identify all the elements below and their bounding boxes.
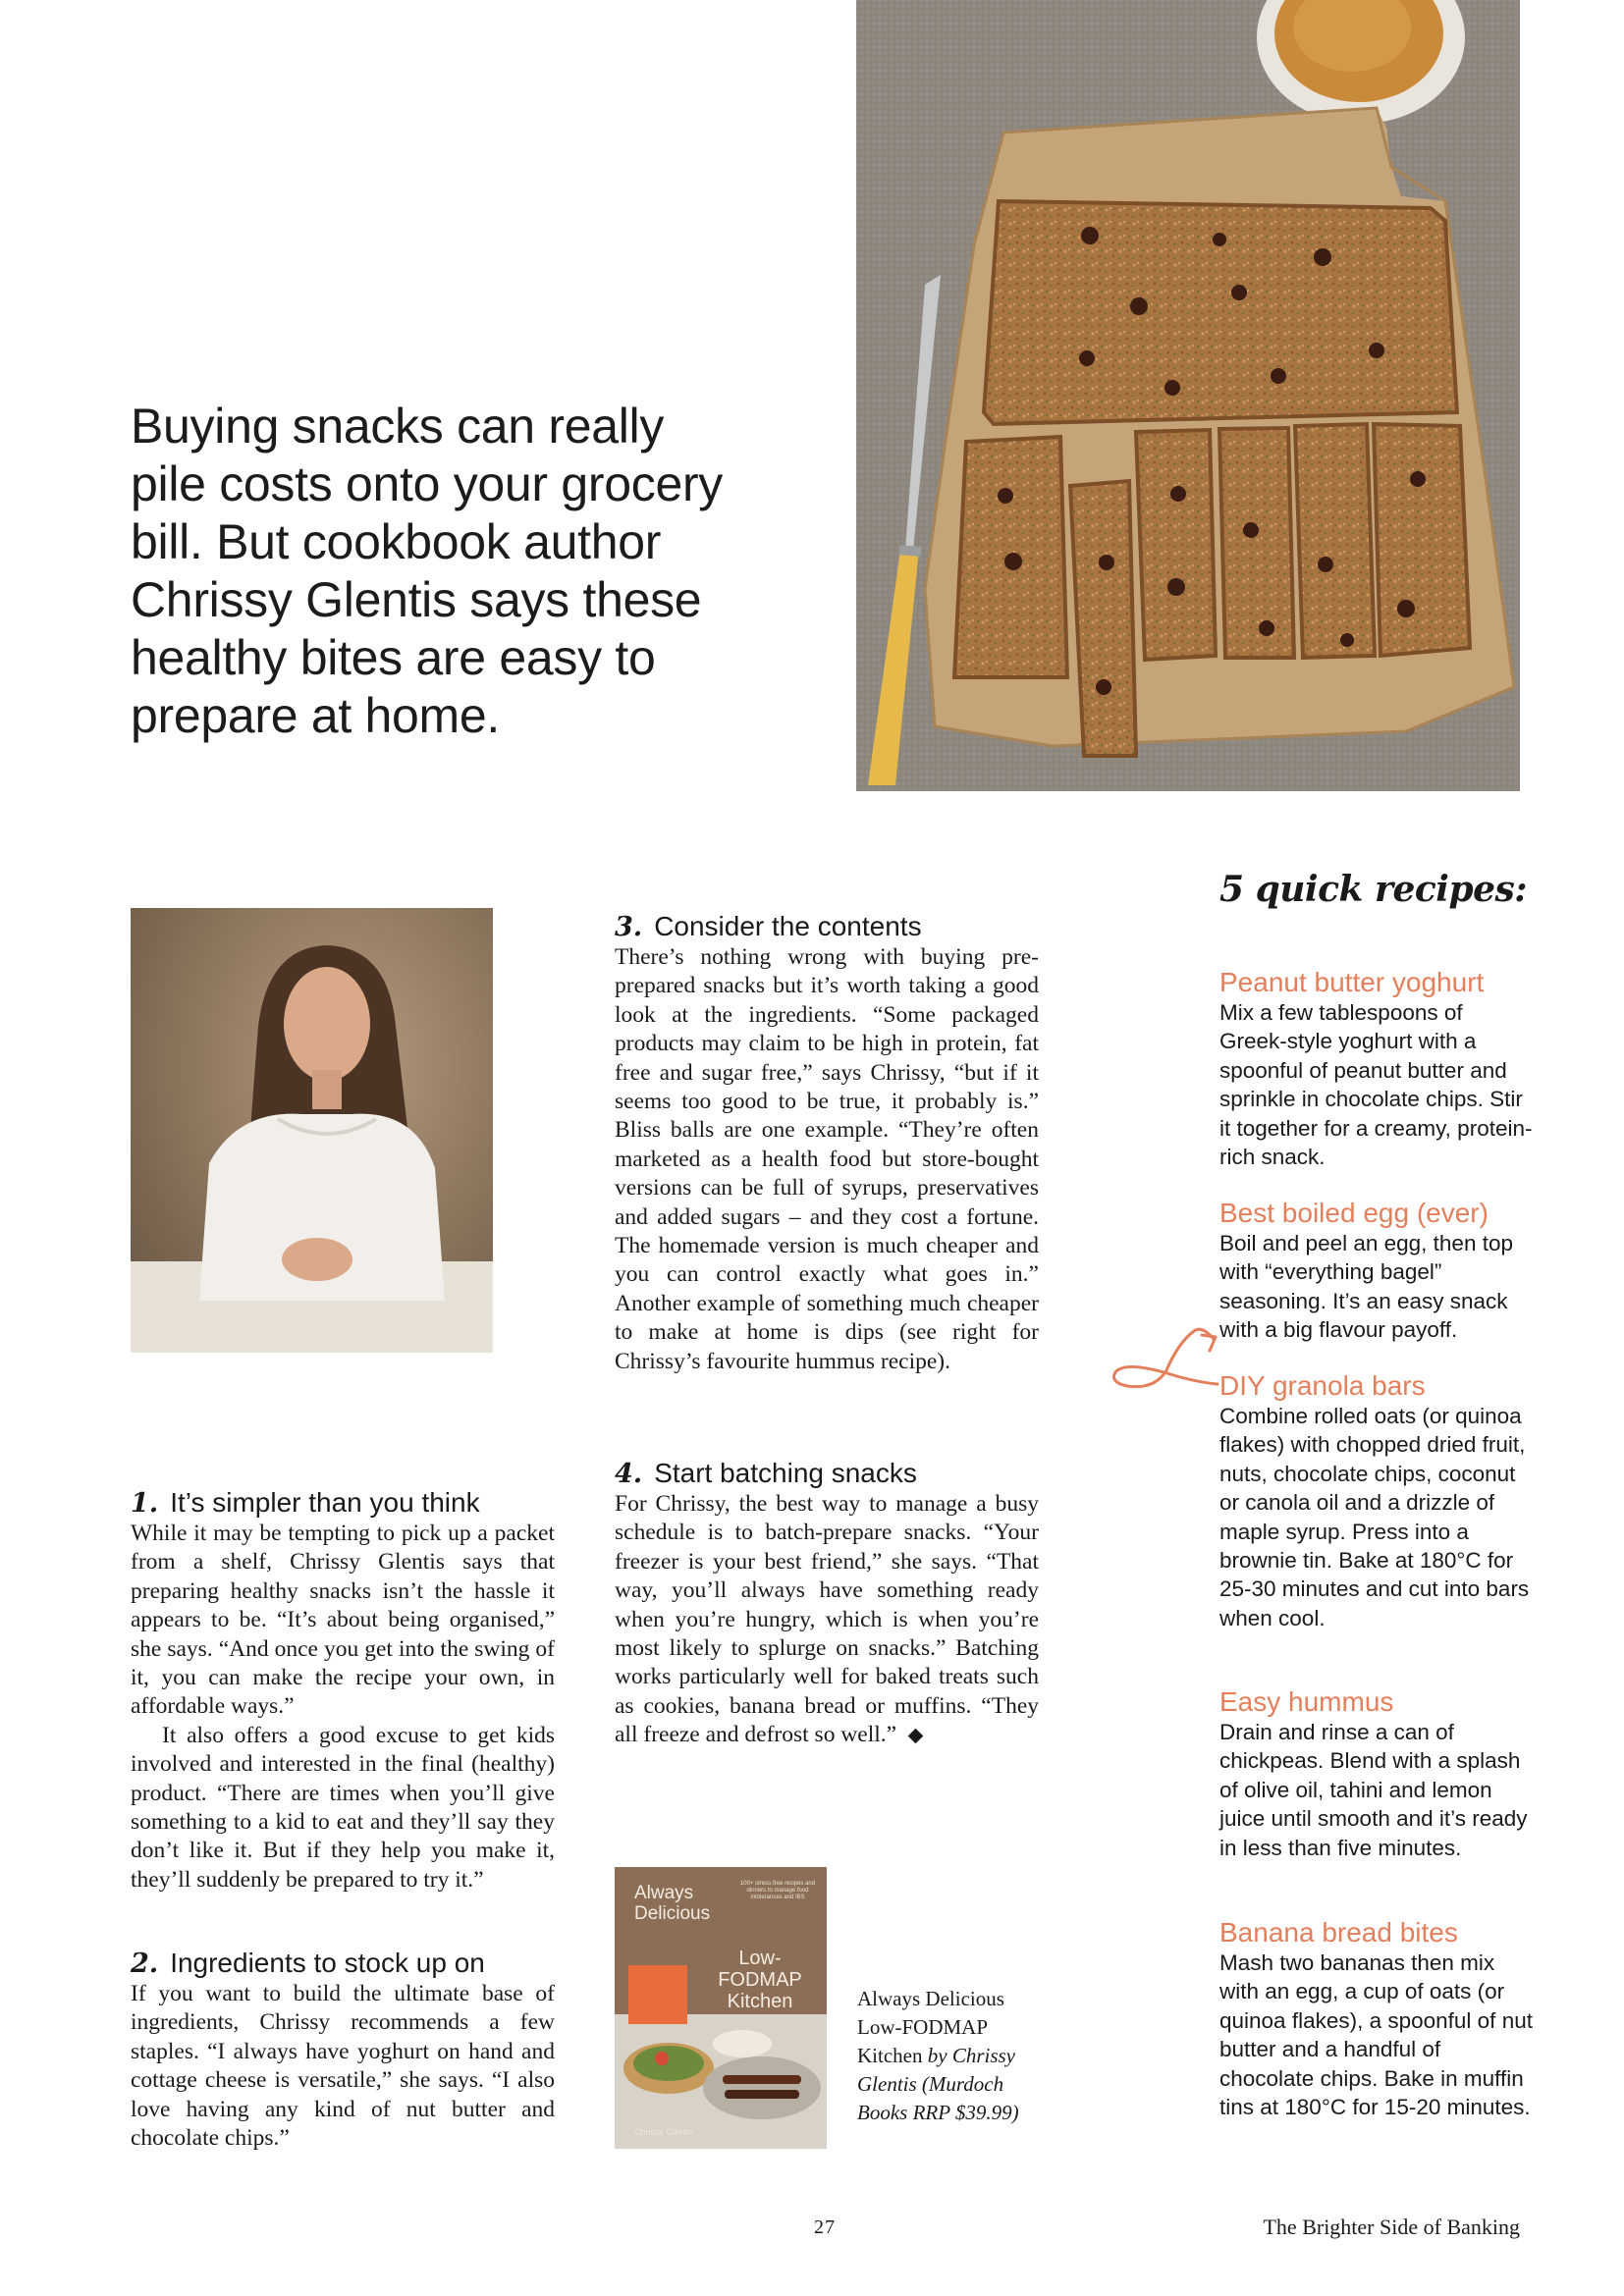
book-cover-subtitle: Low-FODMAP Kitchen	[718, 1948, 802, 2012]
recipe-name: Easy hummus	[1219, 1686, 1394, 1717]
footer-brand: The Brighter Side of Banking	[1263, 2215, 1520, 2239]
section-4-title: Start batching snacks	[654, 1458, 917, 1488]
recipe-name: Best boiled egg (ever)	[1219, 1198, 1489, 1228]
recipe-name: DIY granola bars	[1219, 1370, 1426, 1401]
book-caption-title: Always Delicious Low-FODMAP Kitchen	[857, 1987, 1004, 2067]
section-4-number: 4.	[615, 1459, 643, 1489]
book-caption-by: by	[927, 2044, 947, 2067]
section-3-number: 3.	[615, 912, 643, 942]
section-2-heading	[131, 1948, 555, 1980]
recipe-text: Mix a few tablespoons of Greek-style yoghurt with a spoonful of peanut butter and sprinkle in chocolate chips. Stir it together for a creamy, protein-rich snack.	[1219, 1000, 1533, 1170]
section-3-paragraph: There’s nothing wrong with buying pre-prepared snacks but it’s worth taking a good look at the ingredients. “Some packaged products may claim to be high in protein, fat free and sugar free,” says Chrissy, “but if it seems too good to be true, it probably is.” Bliss balls are one example. “They’re often marketed as a health food but store-bought versions can be full of syrups, preservatives and added sugars – and they cost a fortune. The homemade version is much cheaper and you can control exactly what goes in.” Another example of something much cheaper to make at home is dips (see right for Chrissy’s favourite hummus recipe).	[615, 944, 1039, 1374]
recipe-banana-bread-bites	[1219, 1917, 1534, 2121]
recipe-name: Peanut butter yoghurt	[1219, 967, 1485, 997]
book-cover-tagline: 100+ stress-free recipes and dinners to manage food intolerances and IBS	[739, 1881, 816, 1900]
section-2	[131, 1948, 555, 2153]
hero-image	[856, 0, 1520, 791]
book-caption	[857, 1985, 1054, 2127]
section-2-paragraph: If you want to build the ultimate base of ingredients, Chrissy recommends a few staples. “I always have yoghurt on hand and cottage cheese is versatile,” she says. “I also love having any kind of nut butter and chocolate chips.”	[131, 1981, 555, 2152]
recipes-title: 5 quick recipes:	[1219, 869, 1528, 910]
page-number: 27	[814, 2216, 836, 2238]
section-1-paragraph: It also offers a good excuse to get kids involved and interested in the final (healthy) product. “There are times when you’ll give something to a kid to eat and they’ll say they don’t like it. But if they help you make it, they’ll suddenly be prepared to try it.”	[131, 1722, 555, 1893]
section-4	[615, 1458, 1039, 1750]
section-1-paragraph: While it may be tempting to pick up a packet from a shelf, Chrissy Glentis says that preparing healthy snacks isn’t the hassle it appears to be. “It’s about being organised,” she says. “And once you get into the swing of it, you can make the recipe your own, in affordable ways.”	[131, 1521, 555, 1720]
section-3	[615, 911, 1039, 1376]
recipe-diy-granola-bars	[1219, 1370, 1534, 1632]
recipe-text: Mash two bananas then mix with an egg, a cup of oats (or quinoa flakes), a spoonful of nut butter and a handful of chocolate chips. Bake in muffin tins at 180°C for 15-20 minutes.	[1219, 1950, 1533, 2120]
recipe-name: Banana bread bites	[1219, 1917, 1458, 1948]
section-2-number: 2.	[131, 1949, 159, 1979]
section-1-number: 1.	[131, 1488, 159, 1519]
section-3-heading	[615, 911, 1039, 943]
curved-arrow-icon	[1108, 1313, 1225, 1402]
section-4-text: For Chrissy, the best way to manage a busy schedule is to batch-prepare snacks. “Your freezer is your best friend,” she says. “That way, you’ll always have something ready when you’re hungry, which is when you’re most likely to splurge on snacks.” Batching works particularly well for baked treats such as cookies, banana bread or muffins. “They all freeze and defrost so well.”	[615, 1491, 1039, 1748]
book-cover-title: Always Delicious	[634, 1883, 711, 1924]
section-1-title: It’s simpler than you think	[170, 1487, 480, 1518]
book-cover	[615, 1867, 827, 2149]
section-4-paragraph	[615, 1490, 1039, 1750]
recipe-text: Boil and peel an egg, then top with “everything bagel” seasoning. It’s an easy snack with a big flavour payoff.	[1219, 1231, 1513, 1343]
author-portrait	[131, 908, 493, 1353]
intro-standfirst: Buying snacks can really pile costs onto your grocery bill. But cookbook author Chrissy Glentis says these healthy bites are easy to prepare at home.	[131, 399, 724, 743]
section-2-title: Ingredients to stock up on	[170, 1948, 485, 1978]
section-3-title: Consider the contents	[654, 911, 922, 941]
section-1	[131, 1487, 555, 1895]
recipe-peanut-butter-yoghurt	[1219, 967, 1534, 1171]
end-mark-icon	[908, 1729, 924, 1744]
recipe-text: Drain and rinse a can of chickpeas. Blend with a splash of olive oil, tahini and lemon juice until smooth and it’s ready in less than five minutes.	[1219, 1720, 1528, 1860]
book-cover-author: Chrissy Glentis	[634, 2127, 694, 2137]
section-4-heading	[615, 1458, 1039, 1490]
recipe-easy-hummus	[1219, 1686, 1534, 1862]
book-caption-details: Chrissy Glentis (Murdoch Books RRP $39.99)	[857, 2044, 1019, 2124]
recipe-best-boiled-egg	[1219, 1198, 1534, 1345]
recipe-text: Combine rolled oats (or quinoa flakes) with chopped dried fruit, nuts, chocolate chips, coconut or canola oil and a drizzle of maple syrup. Press into a brownie tin. Bake at 180°C for 25-30 minutes and cut into bars when cool.	[1219, 1404, 1530, 1630]
section-1-heading	[131, 1487, 555, 1520]
